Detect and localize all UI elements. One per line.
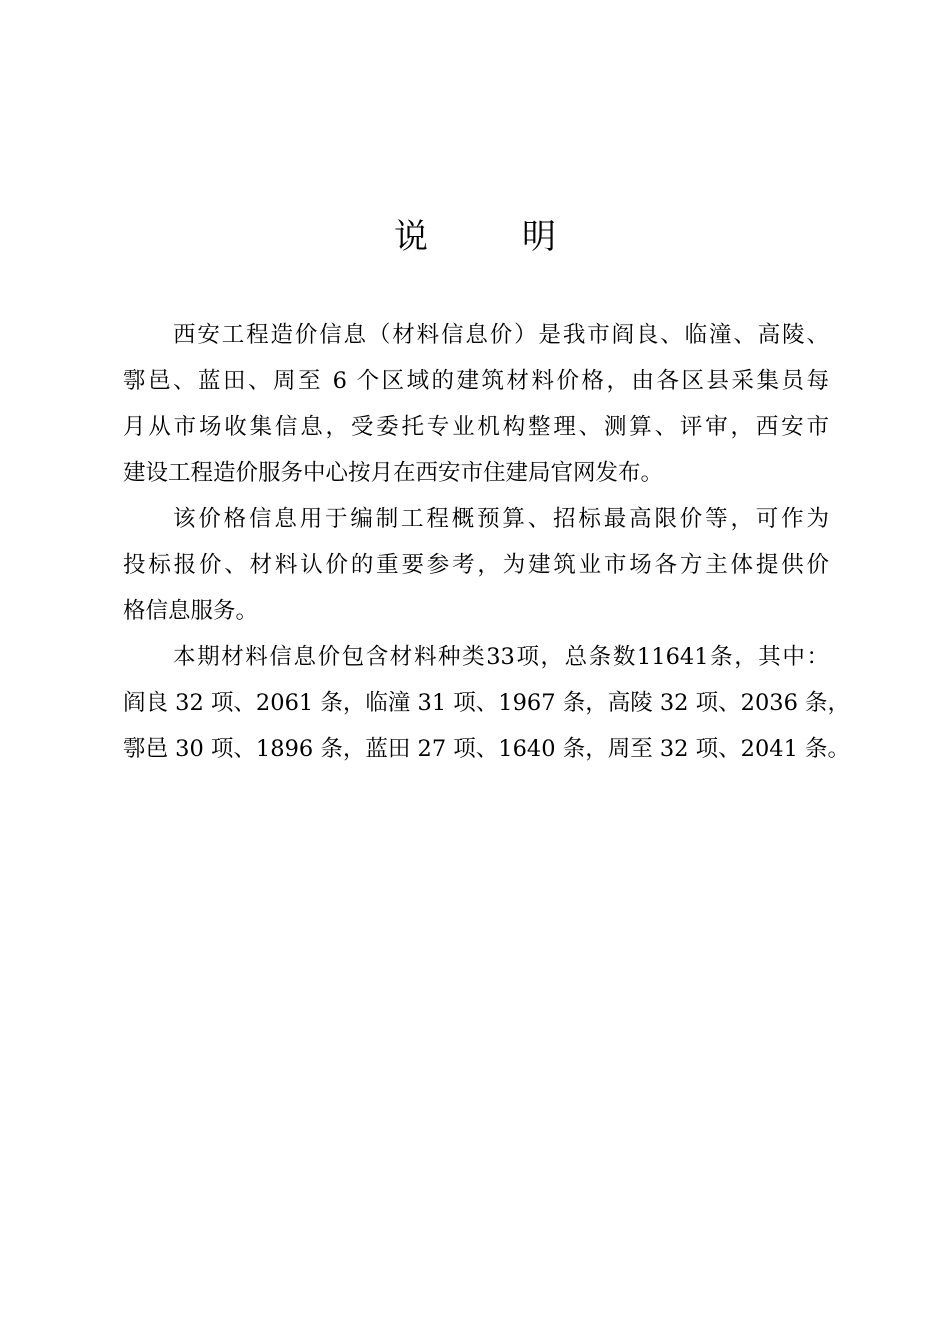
text-line: 本期材料信息价包含材料种类33项，总条数11641条，其中：	[173, 644, 829, 670]
paragraph-intro	[123, 312, 829, 496]
text-line: 该价格信息用于编制工程概预算、招标最高限价等，可作为	[173, 506, 829, 532]
text-line: 鄠邑、蓝田、周至 6 个区域的建筑材料价格，由各区县采集员每	[123, 368, 829, 394]
document-body	[123, 312, 851, 772]
paragraph-usage	[123, 496, 829, 634]
text-line: 建设工程造价服务中心按月在西安市住建局官网发布。	[123, 460, 664, 486]
paragraph-statistics	[123, 634, 851, 772]
text-line: 阎良 32 项、2061 条，临潼 31 项、1967 条，高陵 32 项、2036 条，	[123, 690, 851, 716]
text-line: 投标报价、材料认价的重要参考，为建筑业市场各方主体提供价	[123, 552, 829, 578]
text-line: 月从市场收集信息，受委托专业机构整理、测算、评审，西安市	[123, 414, 829, 440]
text-line: 鄠邑 30 项、1896 条，蓝田 27 项、1640 条，周至 32 项、2041 条。	[123, 736, 851, 762]
page-title: 说 明	[394, 217, 586, 257]
text-line: 格信息服务。	[123, 598, 259, 624]
text-line: 西安工程造价信息（材料信息价）是我市阎良、临潼、高陵、	[173, 322, 829, 348]
